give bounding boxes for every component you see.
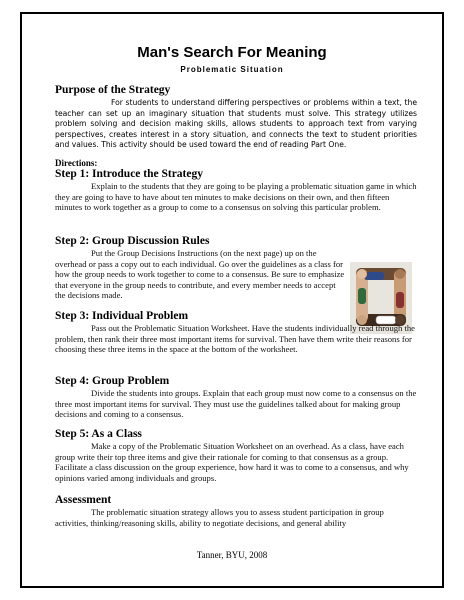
step-text: Make a copy of the Problematic Situation Worksheet on an overhead. As a class, have each group write their top three items and give their rationale for coming to that consensus as a group. Facilitate a class discussion on the group experience, how hard it was to come to a consensus, and why opinions varied among individuals and groups. [55, 441, 409, 483]
step-heading: Step 4: Group Problem [55, 375, 170, 387]
step-text: Pass out the Problematic Situation Worksheet. Have the students individually read through the problem, then rank their three most important items for survival. Then have them write their reasons for choosing these three items in the space at the bottom of the worksheet. [55, 323, 415, 355]
step-2-text: Put the Group Decisions Instructions (on the next page) up on the overhead or pass a copy out to each individual. Go over the guidelines as a class for how the group needs to work together to come to a consensus. Be sure to emphasize that everyone in the group needs to contribute, and every member needs to accept the decisions made. [55, 248, 345, 301]
footer-credit: Tanner, BYU, 2008 [196, 550, 268, 560]
step-heading: Step 2: Group Discussion Rules [55, 235, 210, 247]
assessment-text: The problematic situation strategy allows you to assess student participation in group activities, thinking/reasoning skills, ability to negotiate decisions, and general ability [55, 507, 384, 528]
step-3 [55, 310, 417, 355]
step-1 [55, 168, 417, 213]
step-heading: Step 1: Introduce the Strategy [55, 168, 203, 180]
assessment-heading: Assessment [55, 494, 112, 506]
step-5 [55, 428, 417, 483]
step-text: Divide the students into groups. Explain that each group must now come to a consensus on the three most important items for survival. They must use the guidelines talked about for making group decisions and coming to a consensus. [55, 388, 417, 420]
step-heading: Step 3: Individual Problem [55, 310, 189, 322]
directions-label: Directions: [55, 158, 98, 168]
purpose-heading: Purpose of the Strategy [55, 84, 171, 96]
document-subtitle: Problematic Situation [180, 65, 284, 74]
directions-section [55, 158, 417, 168]
step-4 [55, 375, 417, 420]
step-heading: Step 5: As a Class [55, 428, 142, 440]
document-title: Man's Search For Meaning [137, 44, 327, 61]
purpose-text: For students to understand differing perspectives or problems within a text, the teacher can set up an imaginary situation that students must solve. This strategy utilizes problem solving and decision making skills, allows students to approach text from varying perspectives, creates interest in a story situation, and connects the text to student priorities and values. This activity should be used toward the end of reading Part One. [55, 98, 417, 150]
purpose-section [55, 84, 417, 151]
assessment-section [55, 494, 417, 528]
step-text: Explain to the students that they are going to be playing a problematic situation game in which they are going to have to have about ten minutes to make decisions on their own, and then fifteen minutes to work together as a group to come to a consensus on solving this particular problem. [55, 181, 417, 213]
